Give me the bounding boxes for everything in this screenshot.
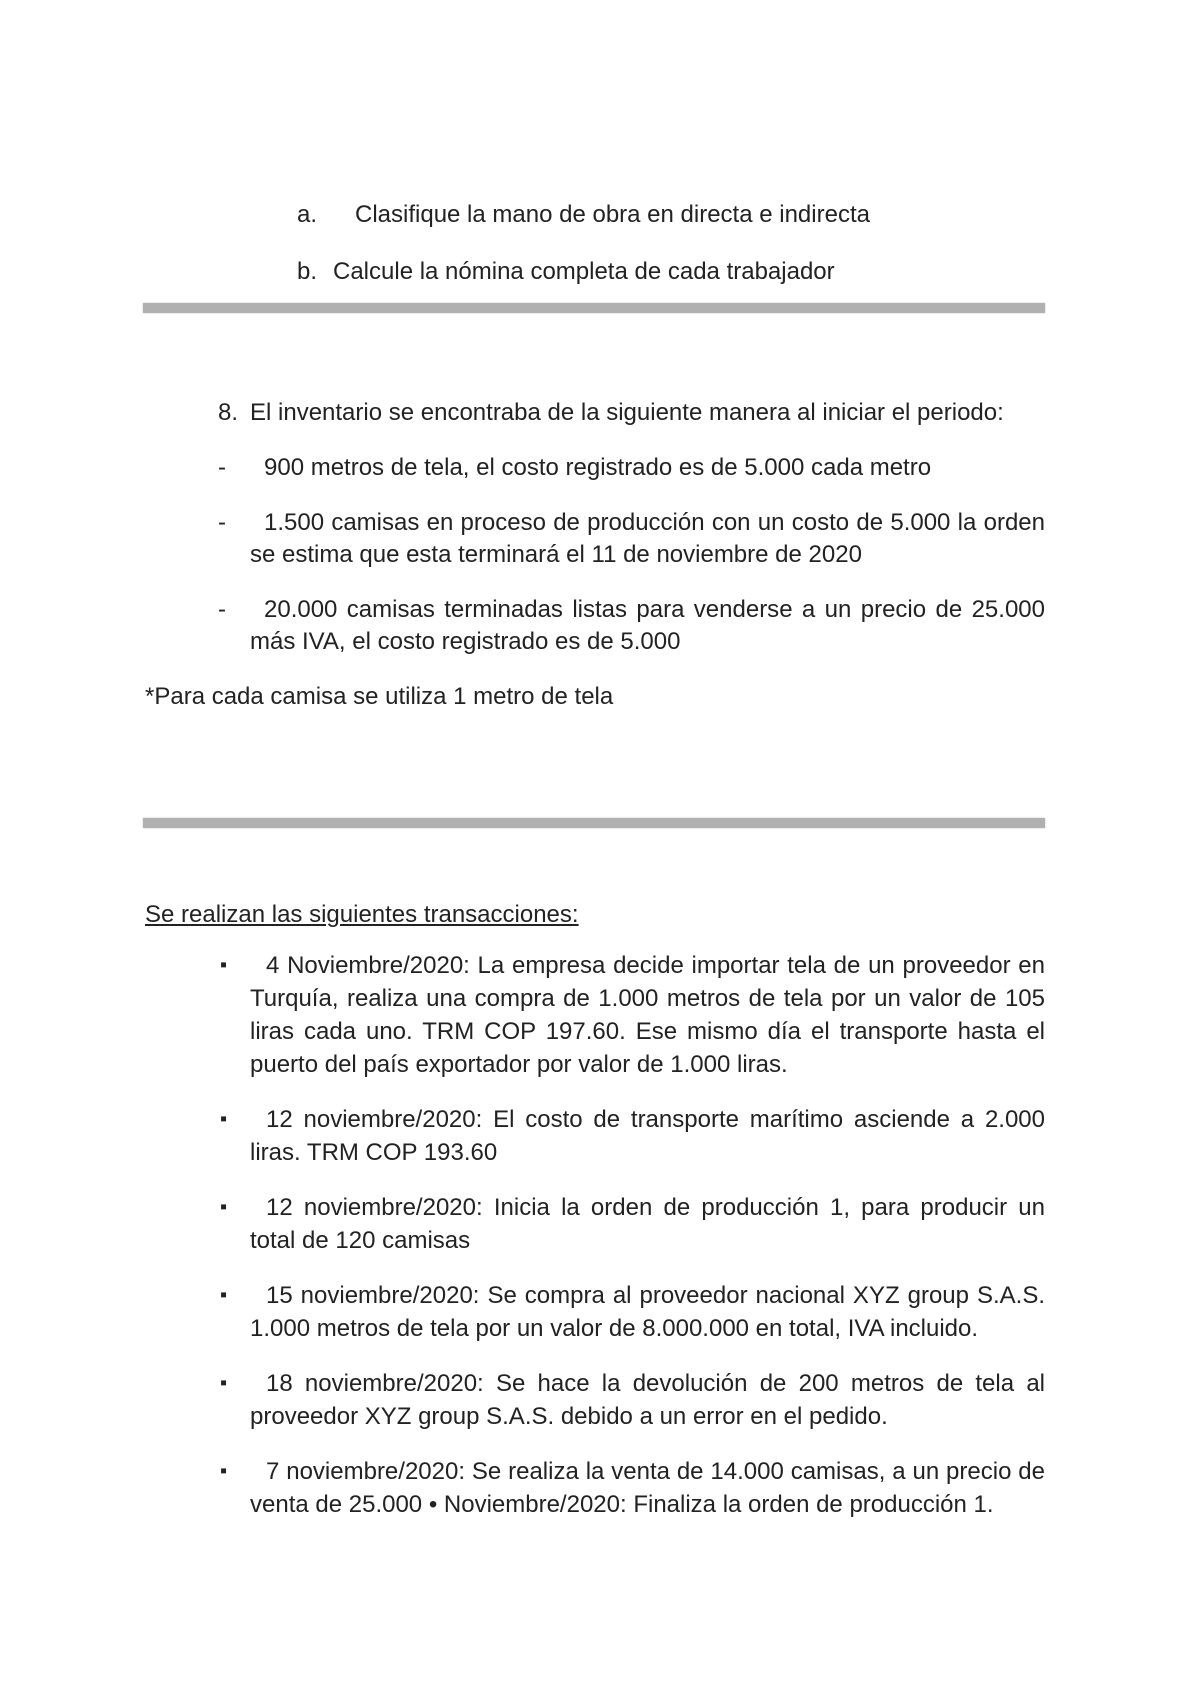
inventory-item	[218, 452, 1045, 484]
inventory-number-marker: 8.	[218, 399, 239, 426]
bullet-marker: ▪	[220, 1284, 228, 1306]
dash-marker: -	[218, 509, 226, 536]
bullet-marker: ▪	[220, 954, 228, 976]
transaction-text: 12 noviembre/2020: Inicia la orden de producción 1, para producir un total de 120 camisas	[250, 1194, 1045, 1254]
transaction-text: 15 noviembre/2020: Se compra al proveedor nacional XYZ group S.A.S. 1.000 metros de tela por un valor de 8.000.000 en total, IVA incluido.	[250, 1282, 1045, 1342]
transaction-item	[220, 1191, 1045, 1257]
inventory-intro	[218, 397, 1045, 429]
inventory-item	[218, 594, 1045, 658]
bullet-marker: ▪	[220, 1372, 228, 1394]
dash-marker: -	[218, 596, 226, 623]
transaction-item	[220, 1455, 1045, 1521]
dash-marker: -	[218, 454, 226, 481]
inventory-section	[145, 397, 1045, 713]
inventory-note: *Para cada camisa se utiliza 1 metro de tela	[145, 683, 614, 710]
inventory-item-text: 900 metros de tela, el costo registrado es de 5.000 cada metro	[264, 454, 932, 481]
section-divider-2	[143, 818, 1045, 828]
transaction-item	[220, 1367, 1045, 1433]
transaction-text: 12 noviembre/2020: El costo de transporte marítimo asciende a 2.000 liras. TRM COP 193.60	[250, 1106, 1045, 1166]
transaction-text: 18 noviembre/2020: Se hace la devolución de 200 metros de tela al proveedor XYZ group S.A.S. debido a un error en el pedido.	[250, 1370, 1045, 1430]
inventory-intro-text: El inventario se encontraba de la siguiente manera al iniciar el periodo:	[250, 399, 1004, 426]
transaction-item	[220, 1279, 1045, 1345]
task-item-a-marker: a.	[297, 201, 318, 228]
transaction-text: 4 Noviembre/2020: La empresa decide importar tela de un proveedor en Turquía, realiza una compra de 1.000 metros de tela por un valor de 105 liras cada uno. TRM COP 197.60. Ese mismo día el transporte hasta el puerto del país exportador por valor de 1.000 liras.	[250, 952, 1045, 1078]
task-item-b-marker: b.	[297, 258, 318, 285]
task-item-a-text: Clasifique la mano de obra en directa e indirecta	[355, 201, 870, 228]
inventory-item-text: 1.500 camisas en proceso de producción con un costo de 5.000 la orden se estima que esta terminará el 11 de noviembre de 2020	[250, 509, 1045, 568]
inventory-item	[218, 507, 1045, 571]
bullet-marker: ▪	[220, 1108, 228, 1130]
section-divider-1	[143, 303, 1045, 313]
bullet-marker: ▪	[220, 1460, 228, 1482]
transactions-list	[220, 949, 1045, 1543]
bullet-marker: ▪	[220, 1196, 228, 1218]
task-item-b-text: Calcule la nómina completa de cada trabajador	[333, 258, 835, 285]
transactions-heading: Se realizan las siguientes transacciones:	[145, 901, 579, 928]
inventory-item-text: 20.000 camisas terminadas listas para venderse a un precio de 25.000 más IVA, el costo registrado es de 5.000	[250, 596, 1045, 655]
transaction-item	[220, 1103, 1045, 1169]
transaction-item	[220, 949, 1045, 1081]
transaction-text: 7 noviembre/2020: Se realiza la venta de 14.000 camisas, a un precio de venta de 25.000 • Noviembre/2020: Finaliza la orden de producción 1.	[250, 1458, 1045, 1518]
